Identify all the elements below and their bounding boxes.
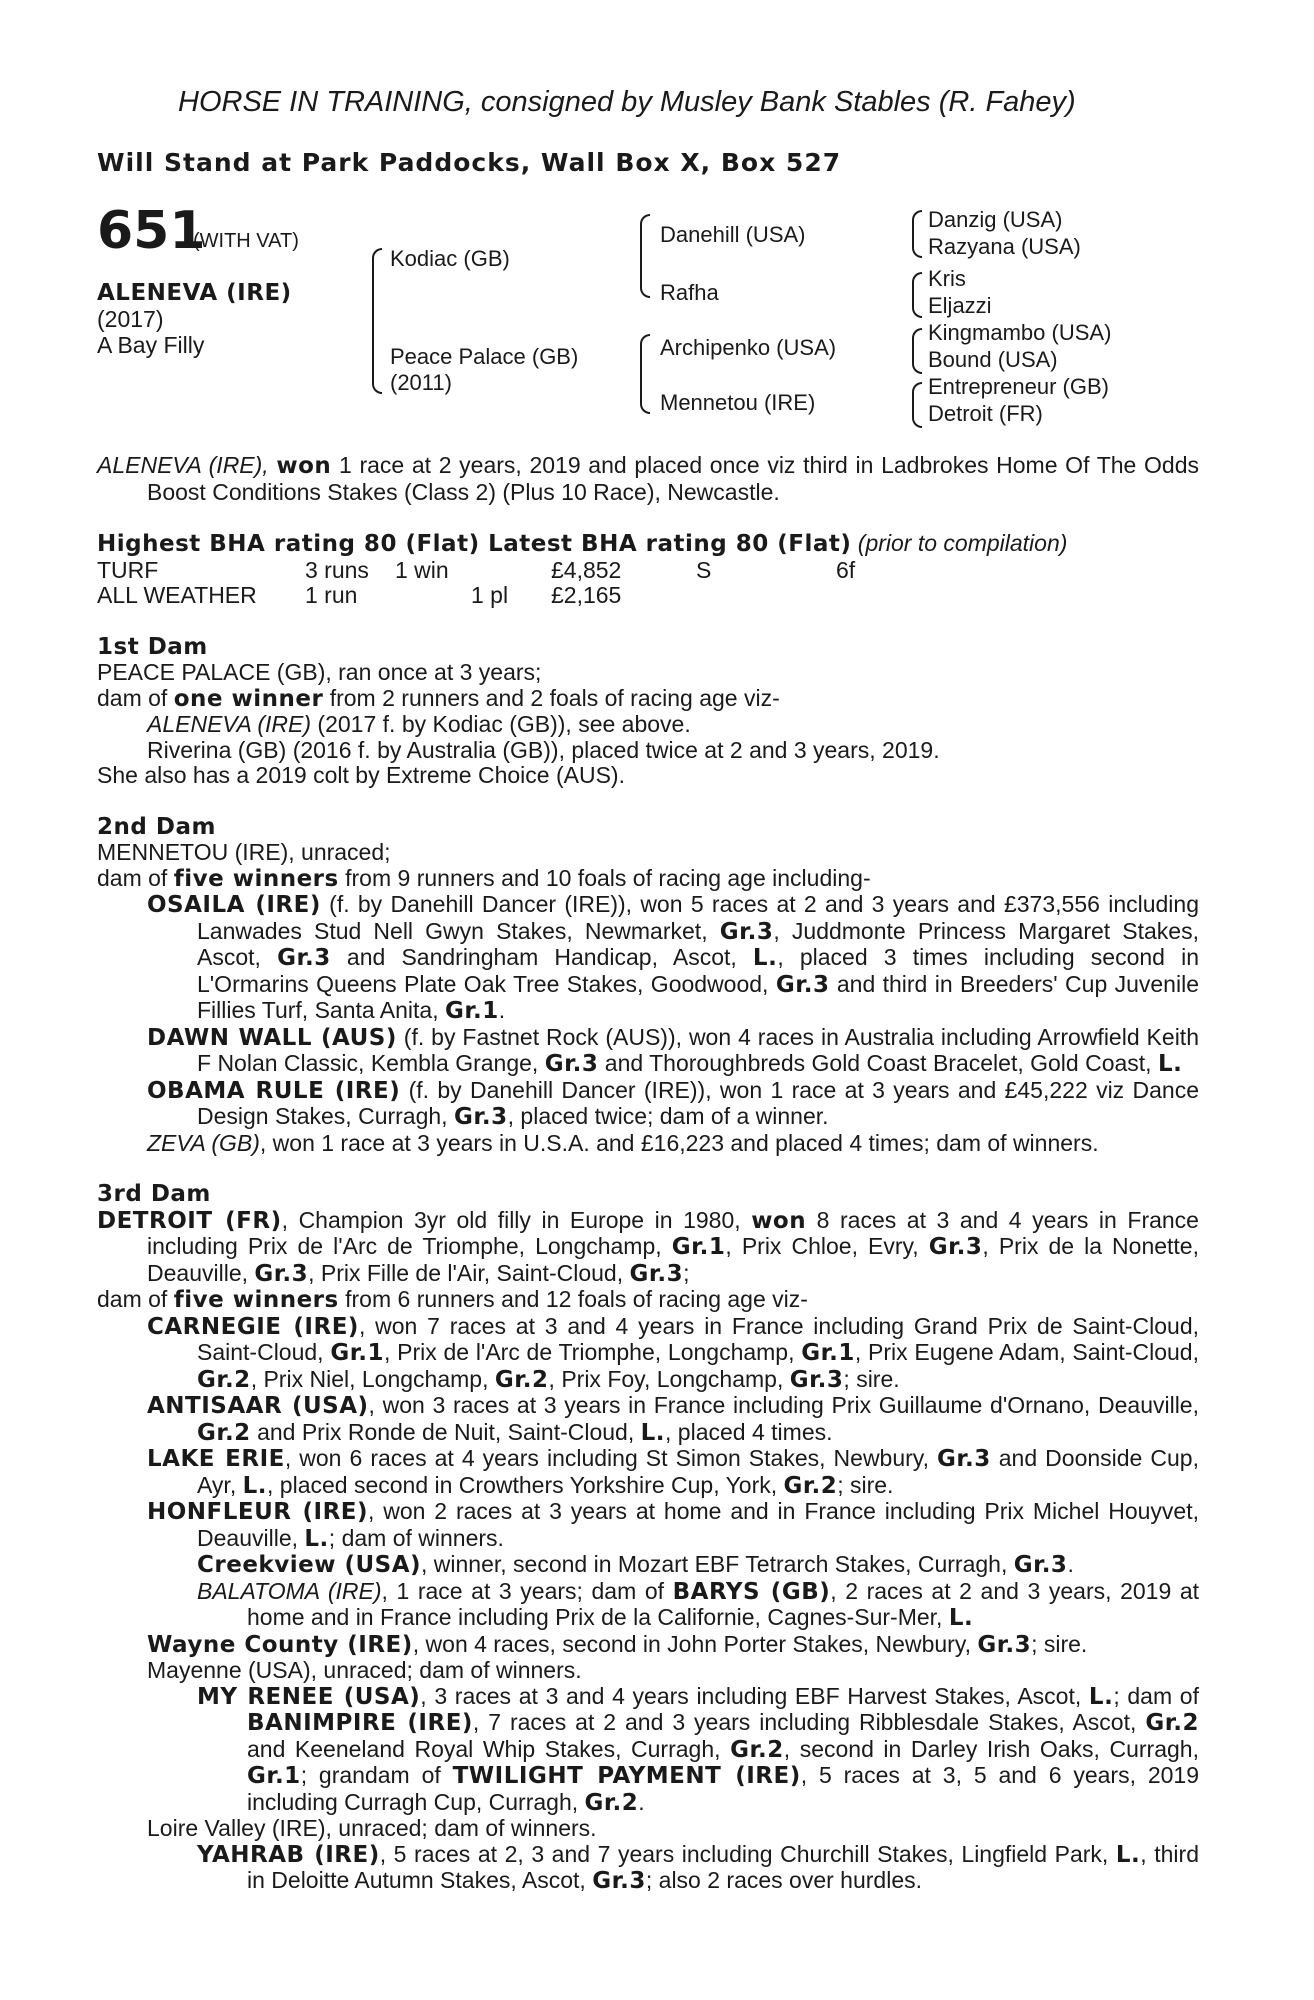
pedigree-sds: Kris (928, 266, 966, 291)
horse-description: A Bay Filly (97, 332, 205, 358)
pedigree-dam-year: (2011) (390, 370, 452, 395)
lot-number: 651 (97, 201, 206, 261)
vat-note: (WITH VAT) (193, 230, 299, 252)
pedigree-ddd: Detroit (FR) (928, 401, 1043, 426)
pedigree-brace (372, 248, 382, 394)
produce-osaila: OSAILA (IRE) (f. by Danehill Dancer (IRE)), won 5 races at 2 and 3 years and £373,556 including Lanwades Stud Nell Gwyn Stakes, Newmarket, Gr.3, Juddmonte Princess Margaret Stakes, Ascot, Gr.3 and Sandringham Handicap, Ascot, L., placed 3 times including second in L'Ormarins Queens Plate Oak Tree Stakes, Goodwood, Gr.3 and third in Breeders' Cup Juvenile Fillies Turf, Santa Anita, Gr.1. (147, 891, 1199, 1024)
pedigree-dam-sire: Archipenko (USA) (660, 335, 837, 360)
pedigree-brace (912, 328, 922, 374)
produce-lake-erie: LAKE ERIE, won 6 races at 4 years including St Simon Stakes, Newbury, Gr.3 and Doonside Cup, Ayr, L., placed second in Crowthers Yorkshire Cup, York, Gr.2; sire. (147, 1445, 1199, 1499)
catalogue-body (97, 453, 1199, 1895)
race-summary: ALENEVA (IRE), won 1 race at 2 years, 2019 and placed once viz third in Ladbrokes Home Of The Odds Boost Conditions Stakes (Class 2) (Plus 10 Race), Newcastle. (97, 452, 1199, 505)
pedigree-brace (640, 334, 650, 414)
produce-wayne-county: Wayne County (IRE), won 4 races, second in John Porter Stakes, Newbury, Gr.3; sire. (147, 1630, 1088, 1658)
pedigree-dam-dam: Mennetou (IRE) (660, 390, 816, 415)
pedigree-dam: Peace Palace (GB) (390, 344, 579, 369)
produce-creekview: Creekview (USA), winner, second in Mozart EBF Tetrarch Stakes, Curragh, Gr.3. (197, 1551, 1074, 1578)
produce-obama-rule: OBAMA RULE (IRE) (f. by Danehill Dancer (IRE)), won 1 race at 3 years and £45,222 viz Dance Design Stakes, Curragh, Gr.3, placed twice; dam of a winner. (147, 1076, 1199, 1130)
pedigree-sire-sire: Danehill (USA) (660, 222, 806, 247)
stand-location: Will Stand at Park Paddocks, Wall Box X, Box 527 (97, 148, 842, 177)
second-dam-produce-summary: dam of five winners from 9 runners and 10 foals of racing age including- (97, 864, 871, 892)
produce-antisaar: ANTISAAR (USA), won 3 races at 3 years in France including Prix Guillaume d'Ornano, Deauville, Gr.2 and Prix Ronde de Nuit, Saint-Cloud, L., placed 4 times. (147, 1392, 1199, 1446)
produce-carnegie: CARNEGIE (IRE), won 7 races at 3 and 4 years in France including Grand Prix de Saint-Cloud, Saint-Cloud, Gr.1, Prix de l'Arc de Triomphe, Longchamp, Gr.1, Prix Eugene Adam, Saint-Cloud, Gr.2, Prix Niel, Longchamp, Gr.2, Prix Foy, Longchamp, Gr.3; sire. (147, 1312, 1199, 1393)
pedigree-brace (912, 210, 922, 258)
produce-my-renee: MY RENEE (USA), 3 races at 3 and 4 years including EBF Harvest Stakes, Ascot, L.; dam of BANIMPIRE (IRE), 7 races at 2 and 3 years including Ribblesdale Stakes, Ascot, Gr.2 and Keeneland Royal Whip Stakes, Curragh, Gr.2, second in Darley Irish Oaks, Curragh, Gr.1; grandam of TWILIGHT PAYMENT (IRE), 5 races at 3, 5 and 6 years, 2019 including Curragh Cup, Curragh, Gr.2. (197, 1682, 1199, 1816)
horse-name: ALENEVA (IRE) (97, 280, 292, 306)
horse-year: (2017) (97, 306, 164, 332)
produce-aleneva: ALENEVA (IRE) (2017 f. by Kodiac (GB)), see above. (147, 711, 691, 737)
pedigree-brace (640, 214, 650, 298)
first-dam-line: PEACE PALACE (GB), ran once at 3 years; (97, 659, 542, 685)
record-row-all-weather: ALL WEATHER 1 run 1 pl £2,165 (97, 582, 622, 608)
produce-zeva: ZEVA (GB), won 1 race at 3 years in U.S.A. and £16,223 and placed 4 times; dam of winners. (147, 1129, 1099, 1156)
produce-loire-valley: Loire Valley (IRE), unraced; dam of winners. (147, 1815, 597, 1841)
first-dam-heading: 1st Dam (97, 633, 208, 660)
pedigree-sdd: Eljazzi (928, 293, 992, 318)
pedigree-dsd: Bound (USA) (928, 347, 1058, 372)
catalogue-header: HORSE IN TRAINING, consigned by Musley Bank Stables (R. Fahey) (178, 86, 1076, 118)
record-row-turf: TURF 3 runs 1 win £4,852 S 6f (97, 556, 856, 583)
pedigree-brace (912, 272, 922, 318)
produce-dawn-wall: DAWN WALL (AUS) (f. by Fastnet Rock (AUS)), won 4 races in Australia including Arrowfield Keith F Nolan Classic, Kembla Grange, Gr.3 and Thoroughbreds Gold Coast Bracelet, Gold Coast, L. (147, 1023, 1199, 1077)
produce-honfleur: HONFLEUR (IRE), won 2 races at 3 years at home and in France including Prix Michel Houyvet, Deauville, L.; dam of winners. (147, 1498, 1199, 1552)
produce-balatoma: BALATOMA (IRE), 1 race at 3 years; dam of BARYS (GB), 2 races at 2 and 3 years, 2019 at home and in France including Prix de la Californie, Cagnes-Sur-Mer, L. (197, 1577, 1199, 1631)
pedigree-dds: Entrepreneur (GB) (928, 374, 1109, 399)
third-dam-detroit: DETROIT (FR), Champion 3yr old filly in Europe in 1980, won 8 races at 3 and 4 years in France including Prix de l'Arc de Triomphe, Longchamp, Gr.1, Prix Chloe, Evry, Gr.3, Prix de la Nonette, Deauville, Gr.3, Prix Fille de l'Air, Saint-Cloud, Gr.3; (97, 1206, 1199, 1287)
produce-mayenne: Mayenne (USA), unraced; dam of winners. (147, 1657, 582, 1683)
pedigree-dss: Kingmambo (USA) (928, 320, 1112, 345)
first-dam-note: She also has a 2019 colt by Extreme Choice (AUS). (97, 762, 625, 788)
pedigree-sire: Kodiac (GB) (390, 246, 510, 271)
pedigree-brace (912, 382, 922, 428)
third-dam-heading: 3rd Dam (97, 1181, 211, 1207)
pedigree-ssd: Razyana (USA) (928, 234, 1081, 259)
produce-riverina: Riverina (GB) (2016 f. by Australia (GB)), placed twice at 2 and 3 years, 2019. (147, 736, 940, 763)
second-dam-line: MENNETOU (IRE), unraced; (97, 839, 391, 865)
first-dam-produce-summary: dam of one winner from 2 runners and 2 foals of racing age viz- (97, 684, 780, 712)
produce-yahrab: YAHRAB (IRE), 5 races at 2, 3 and 7 years including Churchill Stakes, Lingfield Park, L., third in Deloitte Autumn Stakes, Ascot, Gr.3; also 2 races over hurdles. (197, 1840, 1199, 1894)
pedigree-sss: Danzig (USA) (928, 207, 1063, 232)
rating-line: Highest BHA rating 80 (Flat) Latest BHA rating 80 (Flat) (prior to compilation) (97, 530, 1068, 557)
pedigree-sire-dam: Rafha (660, 280, 719, 305)
second-dam-heading: 2nd Dam (97, 813, 216, 840)
third-dam-produce-summary: dam of five winners from 6 runners and 12 foals of racing age viz- (97, 1286, 808, 1313)
